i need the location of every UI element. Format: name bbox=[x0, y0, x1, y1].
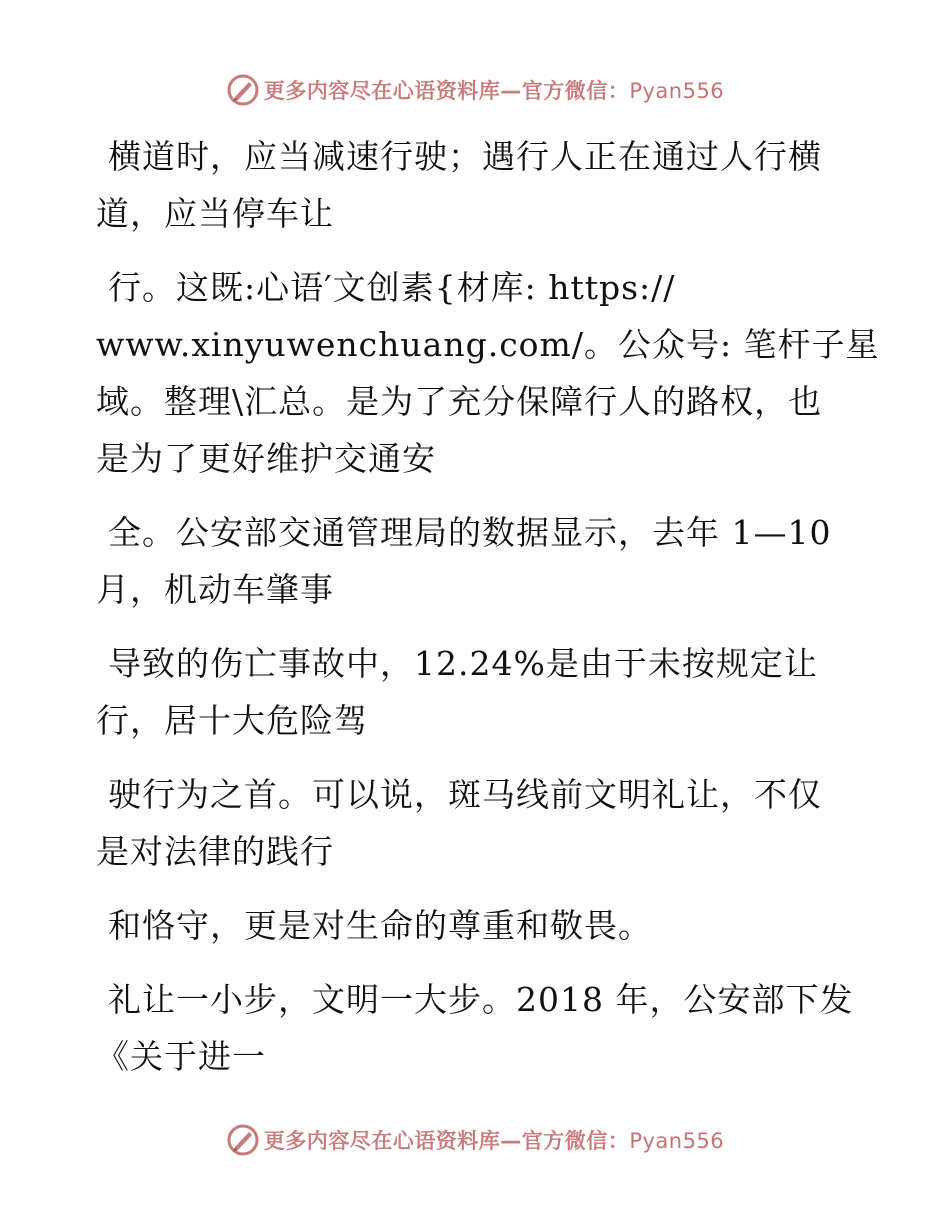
text-line: 是对法律的践行 bbox=[96, 832, 334, 871]
text-line: 行，居十大危险驾 bbox=[96, 701, 368, 740]
text-line: www.xinyuwenchuang.com/。公众号: 笔杆子星 bbox=[96, 325, 880, 364]
pen-logo-icon bbox=[226, 1123, 260, 1157]
paragraph bbox=[96, 504, 846, 618]
pen-logo-icon bbox=[226, 73, 260, 107]
paragraph bbox=[96, 128, 846, 242]
paragraph bbox=[96, 766, 846, 880]
text-line: 全。公安部交通管理局的数据显示，去年 1—10 bbox=[108, 513, 832, 552]
document-body bbox=[96, 128, 880, 1085]
text-line: 和恪守，更是对生命的尊重和敬畏。 bbox=[108, 906, 652, 945]
text-line: 月，机动车肇事 bbox=[96, 570, 334, 609]
watermark-text: 更多内容尽在心语资料库—官方微信：Pyan556 bbox=[263, 1129, 725, 1153]
footer-watermark bbox=[0, 1120, 950, 1160]
text-line: 横道时，应当减速行驶；遇行人正在通过人行横 bbox=[108, 137, 822, 176]
wechat-id: Pyan556 bbox=[629, 1129, 725, 1153]
text-line: 导致的伤亡事故中，12.24%是由于未按规定让 bbox=[108, 644, 818, 683]
text-line: 域。整理\汇总。是为了充分保障行人的路权，也 bbox=[96, 382, 823, 421]
text-line: 《关于进一 bbox=[96, 1037, 266, 1076]
paragraph bbox=[96, 635, 846, 749]
text-line: 驶行为之首。可以说，斑马线前文明礼让，不仅 bbox=[108, 775, 822, 814]
text-line: 行。这既:心语′文创素{材库: https:// bbox=[108, 268, 676, 307]
wechat-id: Pyan556 bbox=[629, 79, 725, 103]
paragraph bbox=[96, 971, 854, 1085]
header-watermark bbox=[0, 70, 950, 110]
text-line: 道，应当停车让 bbox=[96, 194, 334, 233]
watermark-text: 更多内容尽在心语资料库—官方微信：Pyan556 bbox=[263, 79, 725, 103]
text-line: 礼让一小步，文明一大步。2018 年，公安部下发 bbox=[108, 980, 854, 1019]
text-line: 是为了更好维护交通安 bbox=[96, 439, 436, 478]
paragraph bbox=[96, 259, 880, 487]
paragraph bbox=[96, 897, 846, 954]
